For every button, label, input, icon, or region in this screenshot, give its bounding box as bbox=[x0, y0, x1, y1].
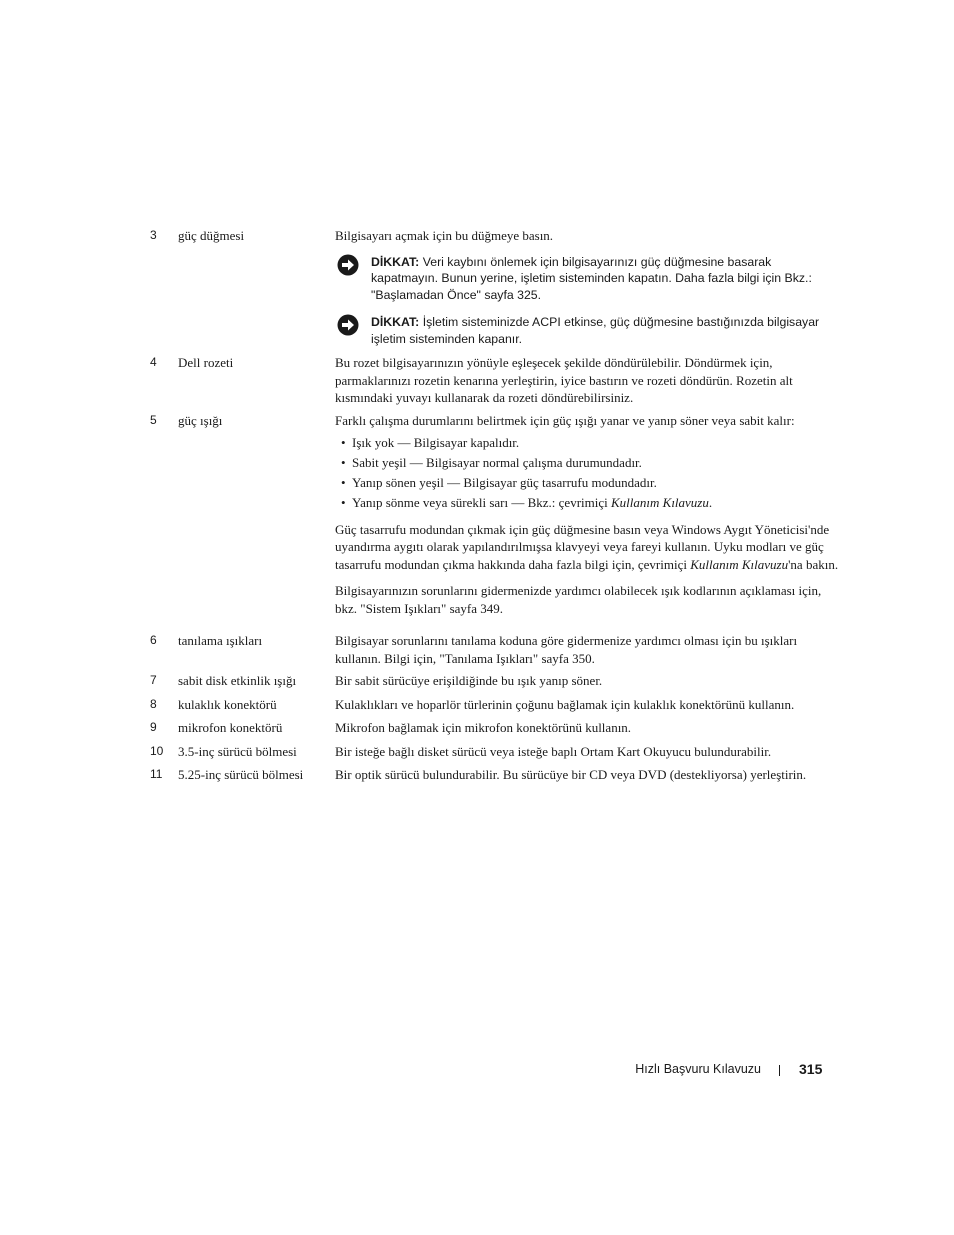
item-number: 10 bbox=[150, 744, 164, 758]
item-name: güç düğmesi bbox=[178, 228, 245, 243]
description-text: Bilgisayarı açmak için bu düğmeye basın. bbox=[335, 228, 554, 243]
list-item bbox=[335, 454, 840, 471]
bullet: • bbox=[341, 454, 346, 470]
description-text: Bir optik sürücü bulundurabilir. Bu sürücüye bir CD veya DVD (destekliyorsa) yerleştirin. bbox=[335, 767, 807, 782]
item-description bbox=[335, 743, 840, 761]
item-number: 6 bbox=[150, 633, 157, 647]
notice-text: İşletim sisteminizde ACPI etkinse, güç düğmesine bastığınızda bilgisayar işletim sisteminden kapanır. bbox=[371, 315, 820, 346]
item-description bbox=[335, 766, 840, 784]
list-item bbox=[335, 434, 840, 451]
description-text bbox=[335, 521, 840, 574]
list-item bbox=[335, 494, 840, 511]
list-item bbox=[335, 474, 840, 491]
item-number: 8 bbox=[150, 697, 157, 711]
list-item-text: Işık yok — Bilgisayar kapalıdır. bbox=[352, 434, 520, 450]
item-description bbox=[335, 412, 840, 617]
description-text: Bilgisayar sorunlarını tanılama koduna göre gidermenize yardımcı olması için bu ışıkları kullanın. Bilgi için, "Tanılama Işıkları" sayfa 350. bbox=[335, 633, 798, 666]
notice-caution bbox=[335, 254, 840, 304]
guide-reference: Kullanım Kılavuzu bbox=[611, 494, 709, 510]
notice-text: Veri kaybını önlemek için bilgisayarınızı güç düğmesine basarak kapatmayın. Bunun yerine, işletim sisteminden kapatın. Daha fazla bilgi için Bkz.: "Başlamadan Önce" sayfa 325. bbox=[371, 254, 812, 302]
item-number: 11 bbox=[150, 767, 163, 781]
notice-label: DİKKAT: bbox=[371, 254, 420, 269]
caution-icon bbox=[337, 314, 359, 336]
item-name: sabit disk etkinlik ışığı bbox=[178, 673, 297, 688]
bullet: • bbox=[341, 494, 346, 510]
caution-icon bbox=[337, 254, 359, 276]
page-number: 315 bbox=[799, 1061, 823, 1077]
guide-reference: Kullanım Kılavuzu bbox=[690, 556, 789, 572]
item-number: 3 bbox=[150, 228, 157, 242]
notice-caution bbox=[335, 314, 840, 347]
item-description bbox=[335, 696, 840, 714]
item-number: 9 bbox=[150, 720, 157, 734]
footer-title: Hızlı Başvuru Kılavuzu bbox=[635, 1062, 761, 1076]
description-text: Bir isteğe bağlı disket sürücü veya isteğe baplı Ortam Kart Okuyucu bulundurabilir. bbox=[335, 744, 772, 759]
description-text: Farklı çalışma durumlarını belirtmek için güç ışığı yanar ve yanıp söner veya sabit kalır: bbox=[335, 413, 795, 428]
notice-label: DİKKAT: bbox=[371, 315, 420, 329]
description-text: Mikrofon bağlamak için mikrofon konektörünü kullanın. bbox=[335, 720, 632, 735]
footer-divider bbox=[779, 1065, 780, 1076]
item-name: kulaklık konektörü bbox=[178, 697, 277, 712]
item-description bbox=[335, 672, 840, 690]
paragraph-suffix: 'na bakın. bbox=[788, 556, 839, 572]
item-description bbox=[335, 719, 840, 737]
description-text: Kulaklıkları ve hoparlör türlerinin çoğunu bağlamak için kulaklık konektörünü kullanın. bbox=[335, 697, 795, 712]
item-description bbox=[335, 227, 840, 347]
item-number: 4 bbox=[150, 355, 157, 369]
paragraph-text: Güç tasarrufu modundan çıkmak için güç düğmesine basın veya Windows Aygıt Yöneticisi'nde uyandırma aygıtı olarak yapılandırılmışsa klavyeyi veya fareyi kullanın. Uyku modları ve güç tasarrufu modundan çıkma hakkında daha fazla bilgi için, çevrimiçi bbox=[335, 521, 830, 572]
item-description bbox=[335, 632, 840, 667]
item-name: tanılama ışıkları bbox=[178, 633, 263, 648]
item-name: Dell rozeti bbox=[178, 355, 234, 370]
bullet: • bbox=[341, 434, 346, 450]
bullet: • bbox=[341, 474, 346, 490]
item-name: 5.25-inç sürücü bölmesi bbox=[178, 767, 304, 782]
list-item-text: Yanıp sönme veya sürekli sarı — Bkz.: çevrimiçi bbox=[352, 494, 611, 510]
item-name: mikrofon konektörü bbox=[178, 720, 283, 735]
item-name: güç ışığı bbox=[178, 413, 223, 428]
description-text: Bir sabit sürücüye erişildiğinde bu ışık yanıp söner. bbox=[335, 673, 603, 688]
description-text: Bilgisayarınızın sorunlarını gidermenizde yardımcı olabilecek ışık kodlarının açıklaması için, bkz. "Sistem Işıkları" sayfa 349. bbox=[335, 583, 822, 616]
item-number: 5 bbox=[150, 413, 157, 427]
item-description bbox=[335, 354, 840, 407]
status-list bbox=[335, 434, 840, 511]
list-item-text: Yanıp sönen yeşil — Bilgisayar güç tasarrufu modundadır. bbox=[352, 474, 657, 490]
list-item-suffix: . bbox=[708, 494, 713, 510]
item-name: 3.5-inç sürücü bölmesi bbox=[178, 744, 297, 759]
item-number: 7 bbox=[150, 673, 157, 687]
description-text: Bu rozet bilgisayarınızın yönüyle eşleşecek şekilde döndürülebilir. Döndürmek için, parmaklarınızı rozetin kenarına yerleştirin, iyice bastırın ve rozeti döndürün. Rozetin alt kısmındaki yuvayı kullanarak da rozeti döndürebilirsiniz. bbox=[335, 355, 793, 405]
list-item-text: Sabit yeşil — Bilgisayar normal çalışma durumundadır. bbox=[352, 454, 642, 470]
